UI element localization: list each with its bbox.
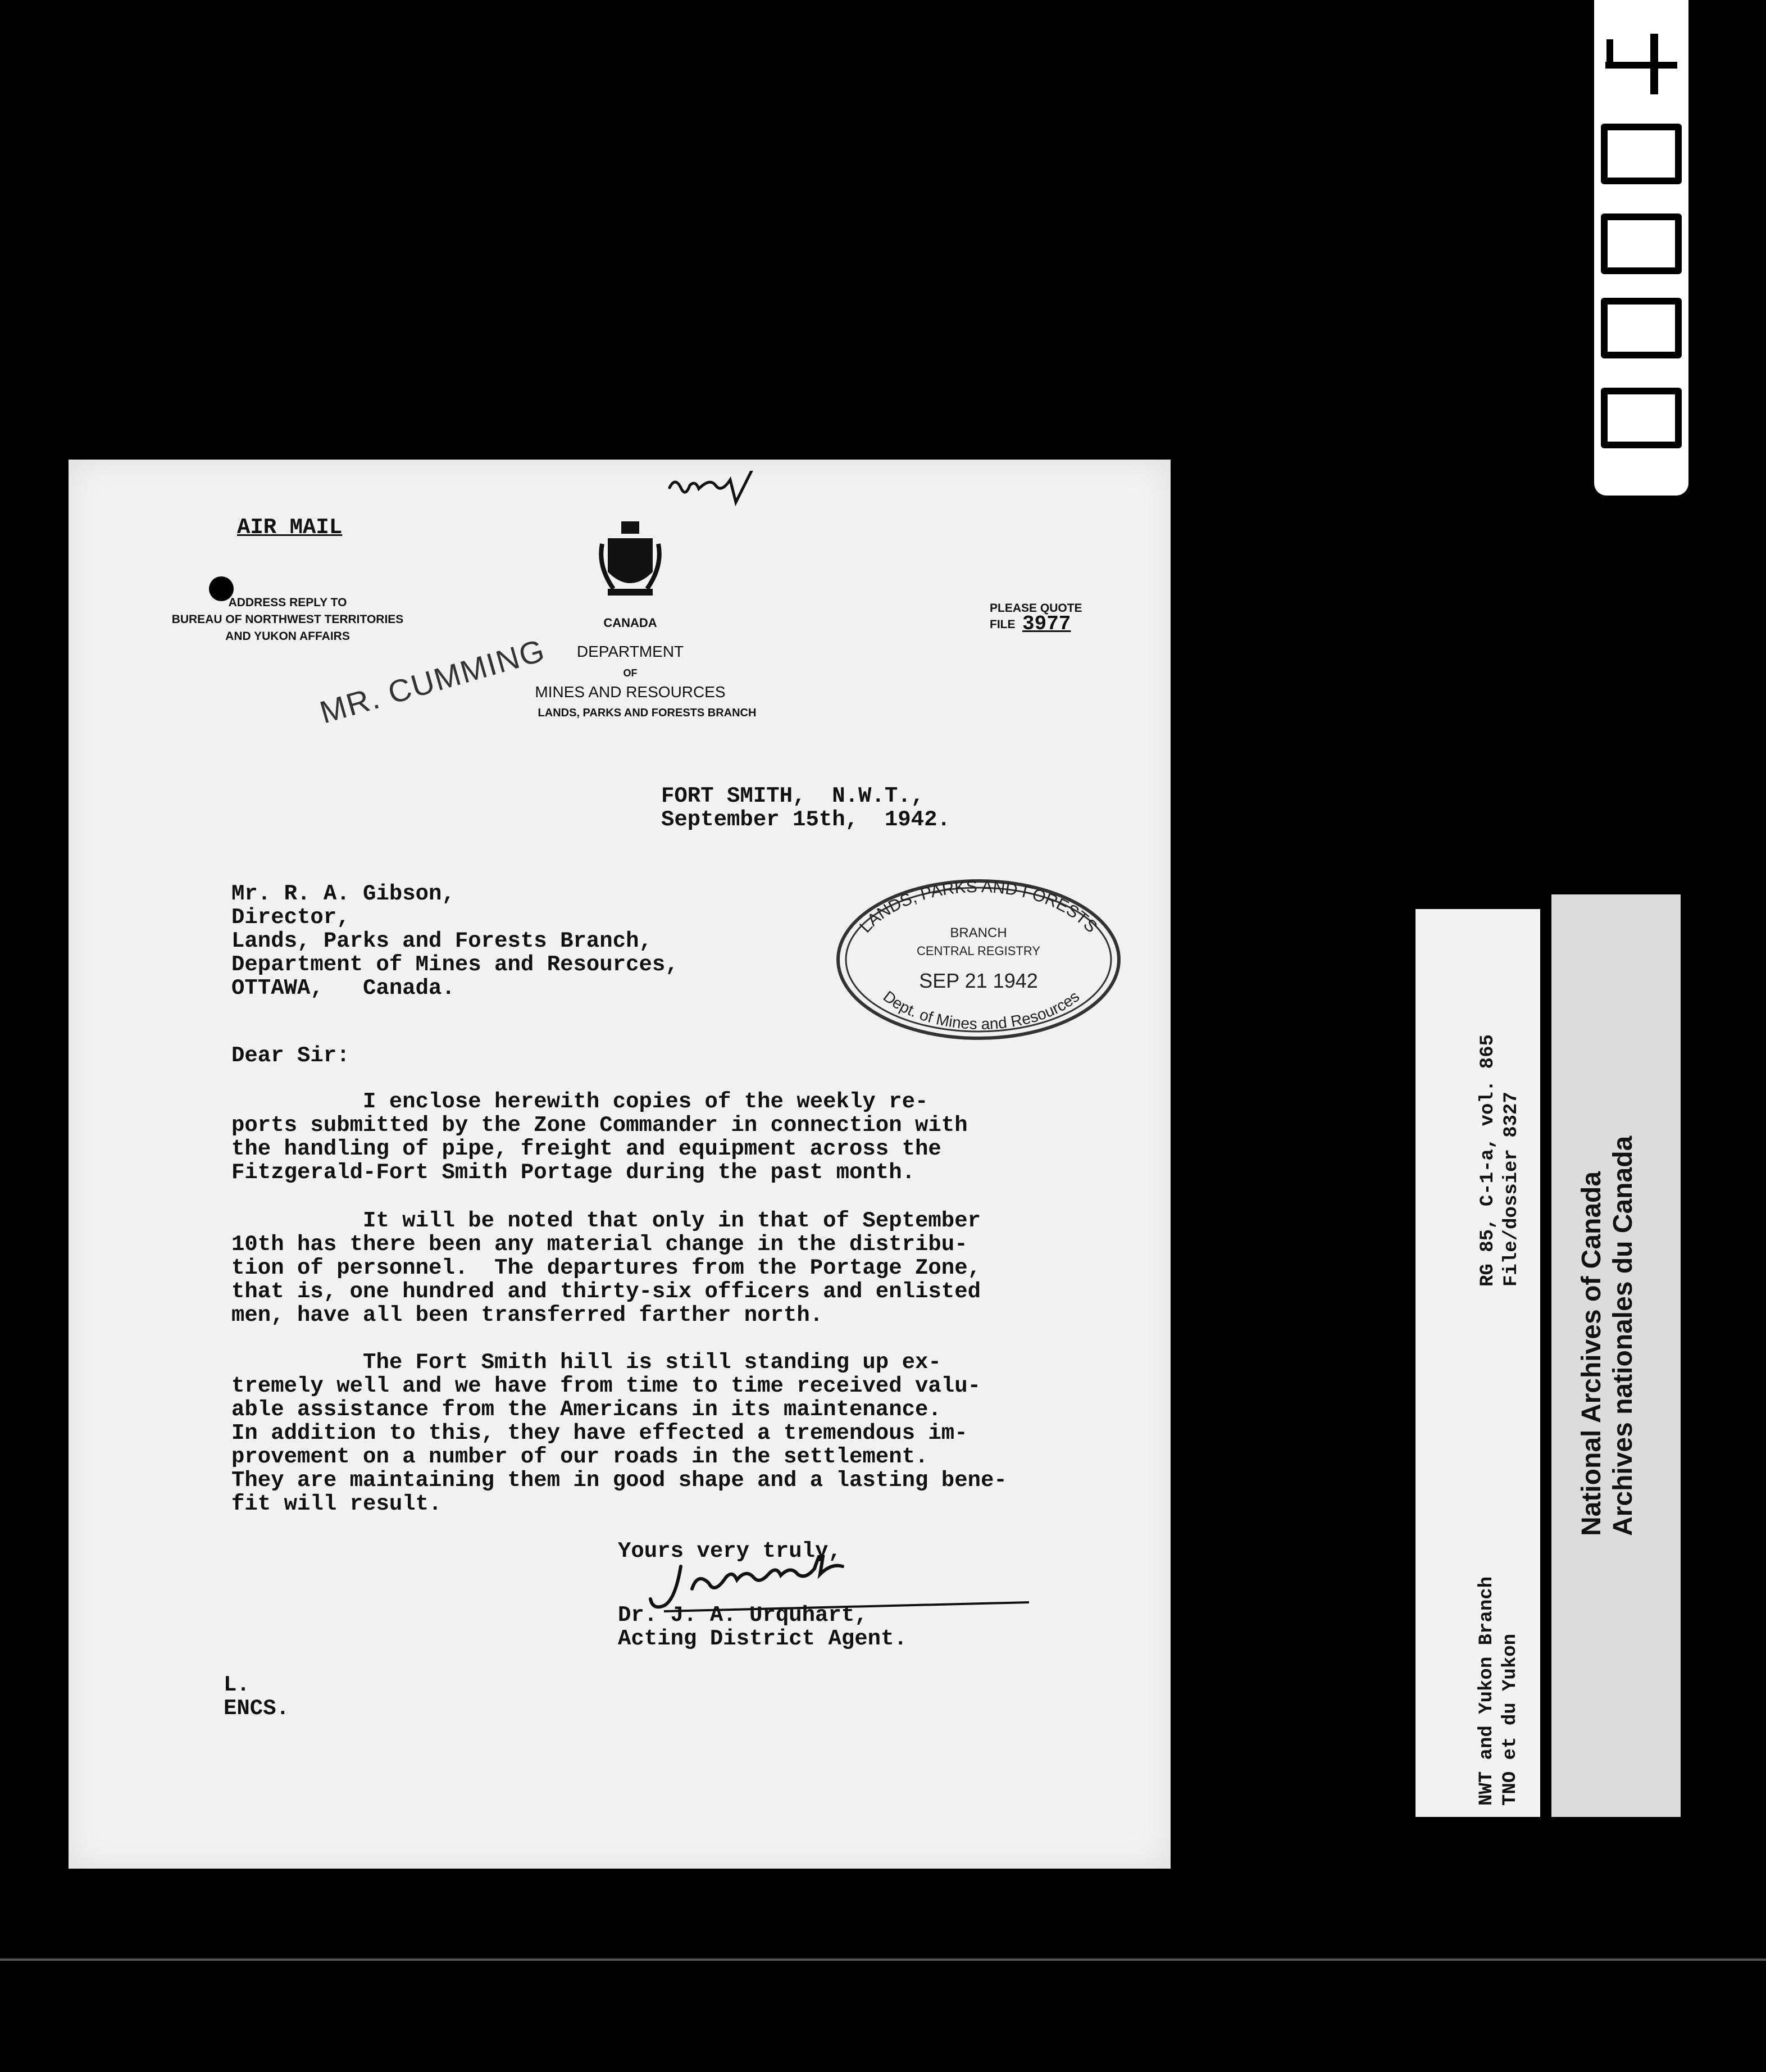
dept-ministry: MINES AND RESOURCES: [535, 683, 726, 701]
cumming-stamp: MR. CUMMING: [316, 631, 549, 730]
frame-digit: [1601, 34, 1682, 94]
address-reply-block: ADDRESS REPLY TO BUREAU OF NORTHWEST TERRITORIES AND YUKON AFFAIRS: [171, 596, 404, 643]
paragraph-1: I enclose herewith copies of the weekly re- ports submitted by the Zone Commander in connection with the handling of pipe, freight and equipment across the Fitzgerald-Fort Smith Portage during the past month.: [231, 1089, 968, 1185]
signer-block: Dr. J. A. Urquhart, Acting District Agent.: [618, 1603, 907, 1651]
frame-digit: [1601, 124, 1682, 184]
registry-bottom-text: Dept. of Mines and Resources: [880, 987, 1083, 1033]
frame-digit: [1601, 213, 1682, 274]
letter-place: FORT SMITH, N.W.T.,: [661, 784, 925, 808]
archive-institution-fr: Archives nationales du Canada: [1608, 1135, 1638, 1536]
letter-page: [69, 460, 1171, 1869]
frame-number-strip: [1594, 0, 1688, 496]
dept-title: DEPARTMENT: [576, 643, 684, 660]
frame-digit: [1601, 388, 1682, 448]
dept-country: CANADA: [603, 616, 657, 630]
paragraph-2: It will be noted that only in that of September 10th has there been any material change in the distribu- tion of personnel. The departures from the Portage Zone, that is, one hundred and thirty-six officers and enlisted men, have all been transferred farther north.: [231, 1208, 981, 1328]
registry-top-text: LANDS, PARKS AND FORESTS: [856, 877, 1101, 937]
dept-of: OF: [623, 667, 638, 679]
references: L. ENCS.: [224, 1673, 290, 1721]
registry-branch-text: BRANCH: [950, 925, 1007, 940]
salutation: Dear Sir:: [231, 1043, 350, 1068]
air-mail-label: AIR MAIL: [237, 515, 343, 540]
central-registry-stamp: [832, 875, 1125, 1044]
closing: Yours very truly,: [618, 1539, 841, 1564]
file-number: 3977: [1022, 612, 1071, 635]
please-quote-label: PLEASE QUOTE: [990, 602, 1082, 615]
archive-institution-en: National Archives of Canada: [1577, 1171, 1606, 1536]
frame-digit: [1601, 298, 1682, 358]
registry-central-text: CENTRAL REGISTRY: [916, 944, 1041, 958]
handwritten-initials: [664, 471, 776, 521]
letter-date: September 15th, 1942.: [661, 807, 950, 832]
film-edge-line: [0, 1959, 1766, 1961]
archive-branch-line1: NWT and Yukon Branch: [1476, 1576, 1498, 1806]
file-label: FILE: [990, 618, 1016, 631]
archive-rg-line2: File/dossier 8327: [1501, 1092, 1522, 1287]
archive-rg-line1: RG 85, C-1-a, vol. 865: [1477, 1034, 1499, 1287]
coat-of-arms-icon: [597, 521, 664, 600]
archive-branch-line2: TNO et du Yukon: [1500, 1633, 1521, 1806]
paragraph-3: The Fort Smith hill is still standing up ex- tremely well and we have from time to time received valu- able assistance from the Americans in its maintenance. In addition to this, they have effected a tremendous im- provement on a number of our roads in the settlement. They are maintaining them in good shape and a lasting bene- fit will result.: [231, 1350, 1007, 1516]
addressee-block: Mr. R. A. Gibson, Director, Lands, Parks and Forests Branch, Department of Mines and Resources, OTTAWA, Canada.: [231, 881, 679, 1001]
dept-branch: LANDS, PARKS AND FORESTS BRANCH: [538, 707, 757, 719]
registry-date-text: SEP 21 1942: [919, 969, 1038, 992]
